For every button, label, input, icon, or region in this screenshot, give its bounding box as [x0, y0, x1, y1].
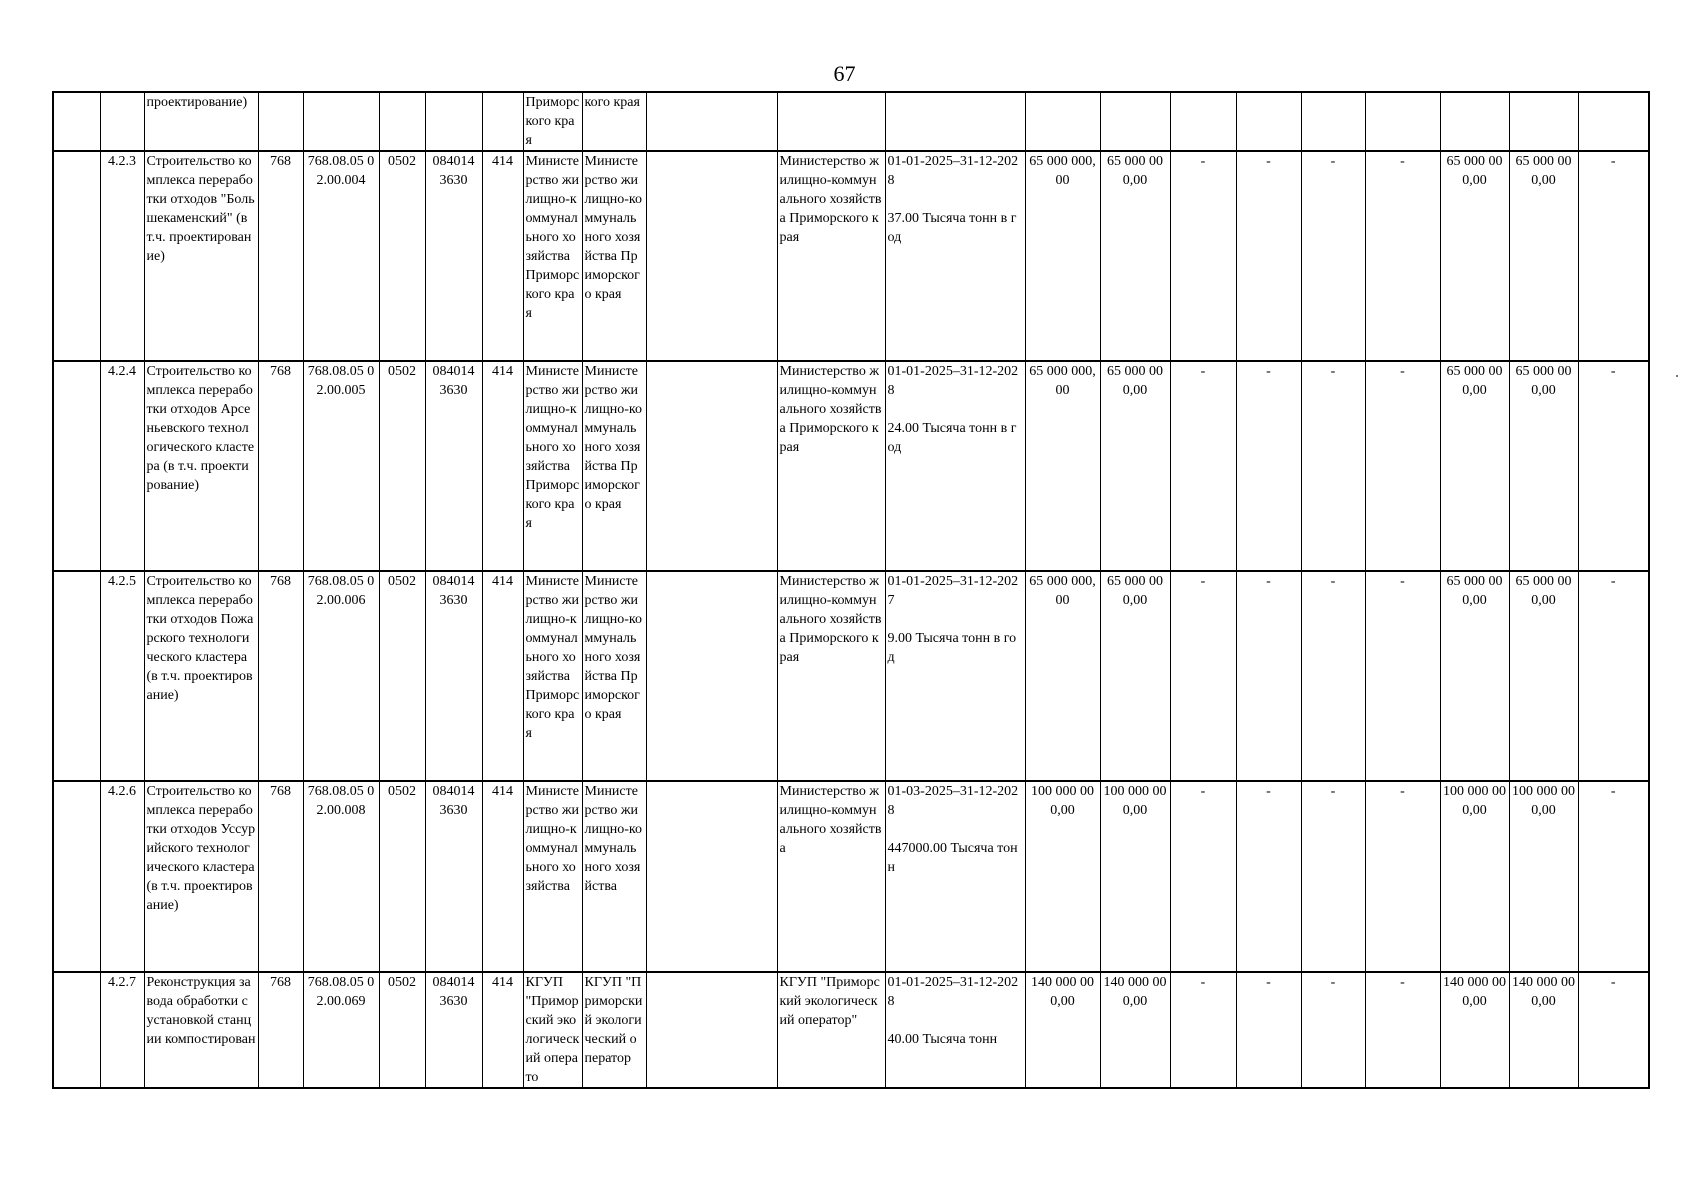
cell-dash: - — [1301, 571, 1365, 781]
cell-empty — [646, 972, 777, 1088]
cell-executor: Министерство жилищно-коммунального хозяйства Приморского края — [777, 571, 885, 781]
cell-resp2: кого края — [582, 92, 646, 151]
cell-code3: 0502 — [379, 151, 425, 361]
cell-code4: 084014 3630 — [425, 361, 482, 571]
cell-code3: 0502 — [379, 781, 425, 972]
cell-amount: 140 000 000,00 — [1440, 972, 1509, 1088]
cell-empty — [646, 92, 777, 151]
cell-code3: 0502 — [379, 361, 425, 571]
cell-period — [885, 92, 1025, 151]
cell-result: 24.00 Тысяча тонн в год — [887, 421, 1017, 455]
cell-resp1: Приморского края — [523, 92, 582, 151]
cell-dash: - — [1365, 781, 1440, 972]
cell-amount: 100 000 000,00 — [1100, 781, 1170, 972]
cell-resp2: Министерство жилищно-коммунального хозяйства Приморского края — [582, 361, 646, 571]
cell-resp2: Министерство жилищно-коммунального хозяйства Приморского края — [582, 571, 646, 781]
cell-period: 01-01-2025–31-12-2028 — [887, 975, 1019, 1009]
cell-code4 — [425, 92, 482, 151]
cell-amount: 100 000 000,00 — [1025, 781, 1100, 972]
cell-period: 01-01-2025–31-12-2027 — [887, 574, 1019, 608]
cell-amount: 140 000 000,00 — [1509, 972, 1578, 1088]
cell-code3: 0502 — [379, 972, 425, 1088]
cell-code1: 768 — [258, 571, 303, 781]
cell-dash: - — [1301, 972, 1365, 1088]
table-row-4-2-5 — [53, 571, 1649, 781]
cell-resp1: Министерство жилищно-коммунального хозяйства Приморского края — [523, 361, 582, 571]
cell-empty — [53, 571, 100, 781]
cell-name: Реконструкция завода обработки с установкой станции компостирован — [144, 972, 258, 1088]
cell-dash — [1170, 92, 1236, 151]
cell-period-result — [885, 361, 1025, 571]
cell-code3: 0502 — [379, 571, 425, 781]
cell-code4: 084014 3630 — [425, 151, 482, 361]
page-number: 67 — [833, 61, 856, 86]
cell-resp1: Министерство жилищно-коммунального хозяйства Приморского края — [523, 571, 582, 781]
cell-dash: - — [1578, 151, 1649, 361]
cell-amount — [1440, 92, 1509, 151]
cell-result: 40.00 Тысяча тонн — [887, 1032, 998, 1047]
cell-amount: 65 000 000,00 — [1440, 361, 1509, 571]
cell-dash: - — [1365, 361, 1440, 571]
cell-dash: - — [1365, 571, 1440, 781]
cell-code1: 768 — [258, 361, 303, 571]
cell-dash: - — [1365, 972, 1440, 1088]
cell-result: 447000.00 Тысяча тонн — [887, 841, 1018, 875]
cell-amount: 65 000 000,00 — [1509, 151, 1578, 361]
cell-empty — [646, 781, 777, 972]
cell-num: 4.2.6 — [100, 781, 144, 972]
cell-dash: - — [1170, 571, 1236, 781]
cell-amount — [1025, 92, 1100, 151]
cell-executor: Министерство жилищно-коммунального хозяйства — [777, 781, 885, 972]
cell-num: 4.2.4 — [100, 361, 144, 571]
cell-num: 4.2.5 — [100, 571, 144, 781]
cell-period-result — [885, 151, 1025, 361]
cell-result: 37.00 Тысяча тонн в год — [887, 211, 1017, 245]
cell-amount: 65 000 000,00 — [1025, 571, 1100, 781]
cell-code1: 768 — [258, 972, 303, 1088]
cell-amount: 140 000 000,00 — [1025, 972, 1100, 1088]
cell-amount: 65 000 000,00 — [1100, 151, 1170, 361]
cell-executor: Министерство жилищно-коммунального хозяйства Приморского края — [777, 151, 885, 361]
cell-code1: 768 — [258, 781, 303, 972]
cell-empty — [53, 781, 100, 972]
cell-empty — [646, 151, 777, 361]
cell-resp2: Министерство жилищно-коммунального хозяйства Приморского края — [582, 151, 646, 361]
cell-num — [100, 92, 144, 151]
cell-dash: - — [1170, 151, 1236, 361]
cell-amount: 65 000 000,00 — [1025, 151, 1100, 361]
cell-resp1: КГУП "Приморский экологический операто — [523, 972, 582, 1088]
cell-code4: 084014 3630 — [425, 571, 482, 781]
cell-code1: 768 — [258, 151, 303, 361]
cell-code5: 414 — [482, 781, 523, 972]
cell-dash — [1301, 92, 1365, 151]
cell-code4: 084014 3630 — [425, 972, 482, 1088]
cell-amount: 65 000 000,00 — [1100, 571, 1170, 781]
cell-period: 01-01-2025–31-12-2028 — [887, 154, 1019, 188]
cell-dash — [1236, 92, 1301, 151]
cell-empty — [53, 361, 100, 571]
cell-dash: - — [1301, 361, 1365, 571]
cell-resp1: Министерство жилищно-коммунального хозяйства — [523, 781, 582, 972]
cell-code2: 768.08.05 02.00.069 — [303, 972, 379, 1088]
cell-amount — [1100, 92, 1170, 151]
table-row-4-2-4 — [53, 361, 1649, 571]
cell-dash: - — [1170, 361, 1236, 571]
scan-speck — [1676, 375, 1678, 377]
cell-amount — [1509, 92, 1578, 151]
cell-dash: - — [1236, 571, 1301, 781]
cell-period-result — [885, 781, 1025, 972]
cell-num: 4.2.7 — [100, 972, 144, 1088]
cell-amount: 140 000 000,00 — [1100, 972, 1170, 1088]
cell-period-result — [885, 571, 1025, 781]
cell-code5: 414 — [482, 972, 523, 1088]
cell-dash: - — [1578, 571, 1649, 781]
cell-dash: - — [1578, 781, 1649, 972]
cell-dash — [1578, 92, 1649, 151]
cell-executor — [777, 92, 885, 151]
cell-empty — [646, 361, 777, 571]
cell-executor: КГУП "Приморский экологический оператор" — [777, 972, 885, 1088]
cell-period: 01-01-2025–31-12-2028 — [887, 364, 1019, 398]
cell-period-result — [885, 972, 1025, 1088]
cell-name: Строительство комплекса переработки отходов Арсеньевского технологического кластера (в т.ч. проектирование) — [144, 361, 258, 571]
table-row-4-2-7 — [53, 972, 1649, 1088]
cell-name: проектирование) — [144, 92, 258, 151]
cell-amount: 65 000 000,00 — [1509, 571, 1578, 781]
program-table — [52, 91, 1650, 1089]
cell-resp1: Министерство жилищно-коммунального хозяйства Приморского края — [523, 151, 582, 361]
cell-result: 9.00 Тысяча тонн в год — [887, 631, 1017, 665]
cell-name: Строительство комплекса переработки отходов Уссурийского технологического кластера (в т.ч. проектирование) — [144, 781, 258, 972]
cell-code3 — [379, 92, 425, 151]
cell-resp2: КГУП "Приморский экологический оператор — [582, 972, 646, 1088]
cell-code2 — [303, 92, 379, 151]
cell-amount: 65 000 000,00 — [1509, 361, 1578, 571]
cell-dash — [1365, 92, 1440, 151]
cell-empty — [53, 151, 100, 361]
cell-dash: - — [1236, 361, 1301, 571]
cell-dash: - — [1236, 972, 1301, 1088]
cell-code1 — [258, 92, 303, 151]
cell-dash: - — [1578, 972, 1649, 1088]
cell-amount: 100 000 000,00 — [1509, 781, 1578, 972]
cell-code2: 768.08.05 02.00.008 — [303, 781, 379, 972]
cell-executor: Министерство жилищно-коммунального хозяйства Приморского края — [777, 361, 885, 571]
cell-name: Строительство комплекса переработки отходов "Большекаменский" (в т.ч. проектирование) — [144, 151, 258, 361]
cell-code4: 084014 3630 — [425, 781, 482, 972]
cell-code2: 768.08.05 02.00.005 — [303, 361, 379, 571]
cell-dash: - — [1236, 781, 1301, 972]
cell-dash: - — [1365, 151, 1440, 361]
cell-dash: - — [1170, 781, 1236, 972]
cell-amount: 65 000 000,00 — [1440, 151, 1509, 361]
cell-dash: - — [1301, 151, 1365, 361]
continuation-row — [53, 92, 1649, 151]
cell-code5: 414 — [482, 151, 523, 361]
cell-name: Строительство комплекса переработки отходов Пожарского технологического кластера (в т.ч. проектирование) — [144, 571, 258, 781]
cell-resp2: Министерство жилищно-коммунального хозяйства — [582, 781, 646, 972]
cell-code5 — [482, 92, 523, 151]
cell-empty — [53, 92, 100, 151]
cell-dash: - — [1301, 781, 1365, 972]
cell-amount: 65 000 000,00 — [1100, 361, 1170, 571]
cell-amount: 65 000 000,00 — [1440, 571, 1509, 781]
cell-code2: 768.08.05 02.00.006 — [303, 571, 379, 781]
table-row-4-2-3 — [53, 151, 1649, 361]
cell-code5: 414 — [482, 571, 523, 781]
cell-period: 01-03-2025–31-12-2028 — [887, 784, 1019, 818]
cell-amount: 65 000 000,00 — [1025, 361, 1100, 571]
cell-dash: - — [1578, 361, 1649, 571]
cell-empty — [646, 571, 777, 781]
cell-code5: 414 — [482, 361, 523, 571]
cell-dash: - — [1236, 151, 1301, 361]
cell-dash: - — [1170, 972, 1236, 1088]
cell-amount: 100 000 000,00 — [1440, 781, 1509, 972]
table-row-4-2-6 — [53, 781, 1649, 972]
cell-num: 4.2.3 — [100, 151, 144, 361]
cell-code2: 768.08.05 02.00.004 — [303, 151, 379, 361]
cell-empty — [53, 972, 100, 1088]
